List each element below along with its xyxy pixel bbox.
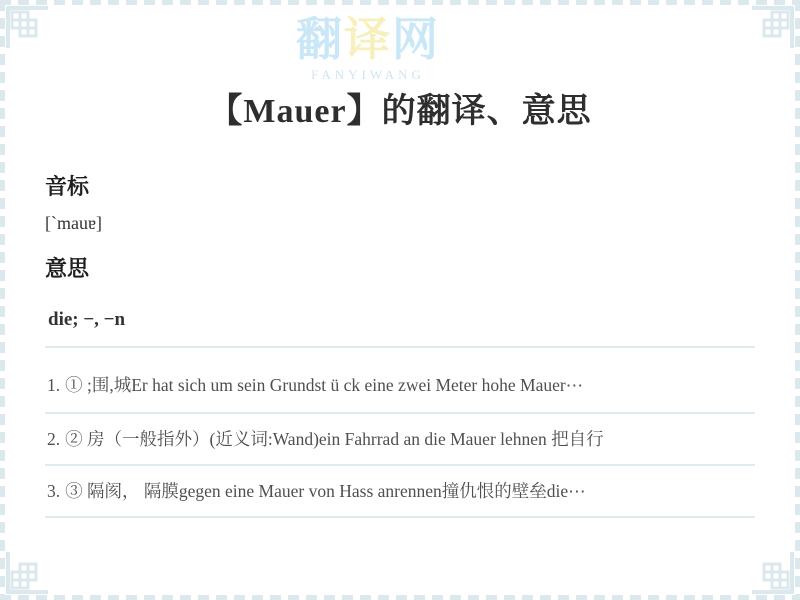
site-logo-subtext: FANYIWANG — [311, 67, 425, 82]
corner-ornament-icon — [2, 2, 50, 50]
definition-item — [45, 466, 755, 518]
frame-border-top — [0, 0, 800, 5]
site-logo-characters — [296, 13, 440, 65]
definition-number: 3. — [47, 481, 61, 501]
frame-border-bottom — [0, 595, 800, 600]
logo-char: 翻 — [296, 12, 344, 66]
corner-ornament-icon — [2, 550, 50, 598]
corner-ornament-icon — [750, 550, 798, 598]
site-logo-watermark — [296, 13, 440, 83]
corner-ornament-icon — [750, 2, 798, 50]
definition-list — [45, 346, 755, 518]
frame-border-right — [795, 0, 800, 600]
definition-item — [45, 414, 755, 466]
definition-number: 1. — [47, 375, 61, 395]
definition-number: 2. — [47, 429, 61, 449]
logo-char: 网 — [392, 12, 440, 66]
definition-text: ② 房（一般指外）(近义词:Wand)ein Fahrrad an die Mauer lehnen 把自行 — [65, 429, 604, 449]
definition-item — [45, 348, 755, 414]
meaning-heading: 意思 — [45, 256, 90, 281]
phonetic-value: [`mauɐ] — [45, 213, 102, 233]
definition-text: ① ;围,城Er hat sich um sein Grundst ü ck eine zwei Meter hohe Mauer⋯ — [65, 375, 584, 395]
page-title: 【Mauer】的翻译、意思 — [208, 93, 592, 130]
definition-text: ③ 隔阂， 隔膜gegen eine Mauer von Hass anrennen撞仇恨的壁垒die⋯ — [65, 481, 586, 501]
main-content — [45, 88, 755, 518]
phonetic-heading: 音标 — [45, 174, 90, 199]
frame-border-left — [0, 0, 5, 600]
logo-char: 译 — [344, 12, 392, 66]
article-gender-line: die; −, −n — [48, 309, 126, 330]
